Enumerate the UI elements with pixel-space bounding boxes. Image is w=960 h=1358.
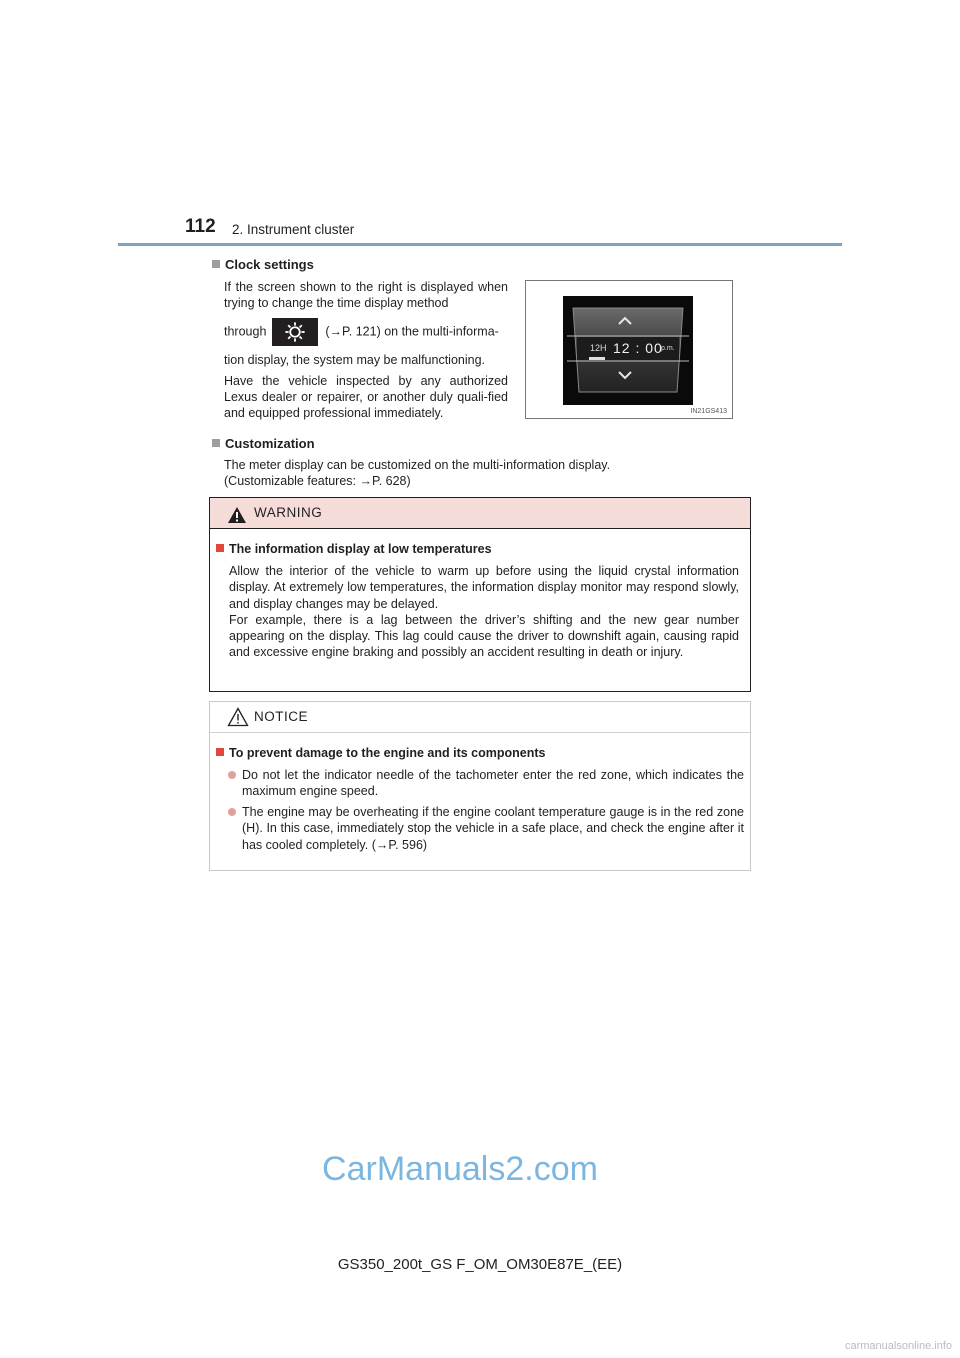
round-bullet-icon — [228, 808, 236, 816]
page-number: 112 — [185, 216, 216, 237]
clock-para1-c: tion display, the system may be malfunctioning. — [224, 352, 486, 367]
clock-para1-a: If the screen shown to the right is displayed when trying to change the time display method — [224, 280, 508, 311]
clock-display-illustration — [525, 280, 733, 419]
clock-ampm: p.m. — [661, 345, 675, 352]
customization-heading: Customization — [212, 436, 315, 451]
warning-triangle-icon — [227, 506, 247, 524]
watermark-small: carmanualsonline.info — [844, 1340, 952, 1352]
warning-text: Allow the interior of the vehicle to warm up before using the liquid crystal information display. At extremely low temperatures, the information display monitor may respond slowly, and display changes may be delayed. For example, there is a lag between the driver’s shifting and the new gear number appearing on the display. This lag could cause the driver to downshift again, causing rapid and excessive engine braking and possibly an accident resulting in death or injury. — [229, 564, 739, 660]
image-caption: IN21GS413 — [690, 408, 727, 415]
square-bullet-icon — [216, 748, 224, 756]
notice-header — [210, 702, 750, 733]
clock-settings-heading: Clock settings — [212, 257, 314, 272]
warning-title: WARNING — [254, 505, 323, 520]
customization-text: The meter display can be customized on the multi-information display. (Customizable features: →P. 628) — [224, 458, 611, 489]
notice-subtitle: To prevent damage to the engine and its components — [216, 746, 545, 760]
gear-icon — [272, 318, 318, 346]
chapter-title: 2. Instrument cluster — [232, 222, 355, 237]
clock-para1-b: through (→P. 121) on the multi-informa- — [224, 318, 508, 346]
square-bullet-icon — [216, 544, 224, 552]
warning-box — [209, 497, 751, 692]
clock-mode: 12H — [590, 343, 607, 353]
notice-bullet-1: Do not let the indicator needle of the tachometer enter the red zone, which indicates the maximum engine speed. — [228, 767, 744, 800]
notice-triangle-icon — [227, 707, 249, 727]
notice-box — [209, 701, 751, 871]
watermark: CarManuals2.com — [322, 1150, 598, 1188]
clock-screen — [563, 296, 693, 405]
clock-time: 12 : 00 — [613, 340, 663, 356]
clock-settings-text — [224, 279, 508, 422]
warning-header — [210, 498, 750, 529]
square-bullet-icon — [212, 260, 220, 268]
document-code: GS350_200t_GS F_OM_OM30E87E_(EE) — [337, 1256, 623, 1273]
square-bullet-icon — [212, 439, 220, 447]
round-bullet-icon — [228, 771, 236, 779]
notice-title: NOTICE — [254, 709, 309, 724]
notice-bullet-2: The engine may be overheating if the engine coolant temperature gauge is in the red zone (H). In this case, immediately stop the vehicle in a safe place, and check the engine after it has cooled completely. (→P. 596) — [228, 804, 744, 853]
clock-para2: Have the vehicle inspected by any authorized Lexus dealer or repairer, or another duly quali-fied and equipped professional immediately. — [224, 373, 508, 421]
warning-subtitle: The information display at low temperatures — [216, 542, 492, 556]
header-rule — [118, 243, 842, 246]
